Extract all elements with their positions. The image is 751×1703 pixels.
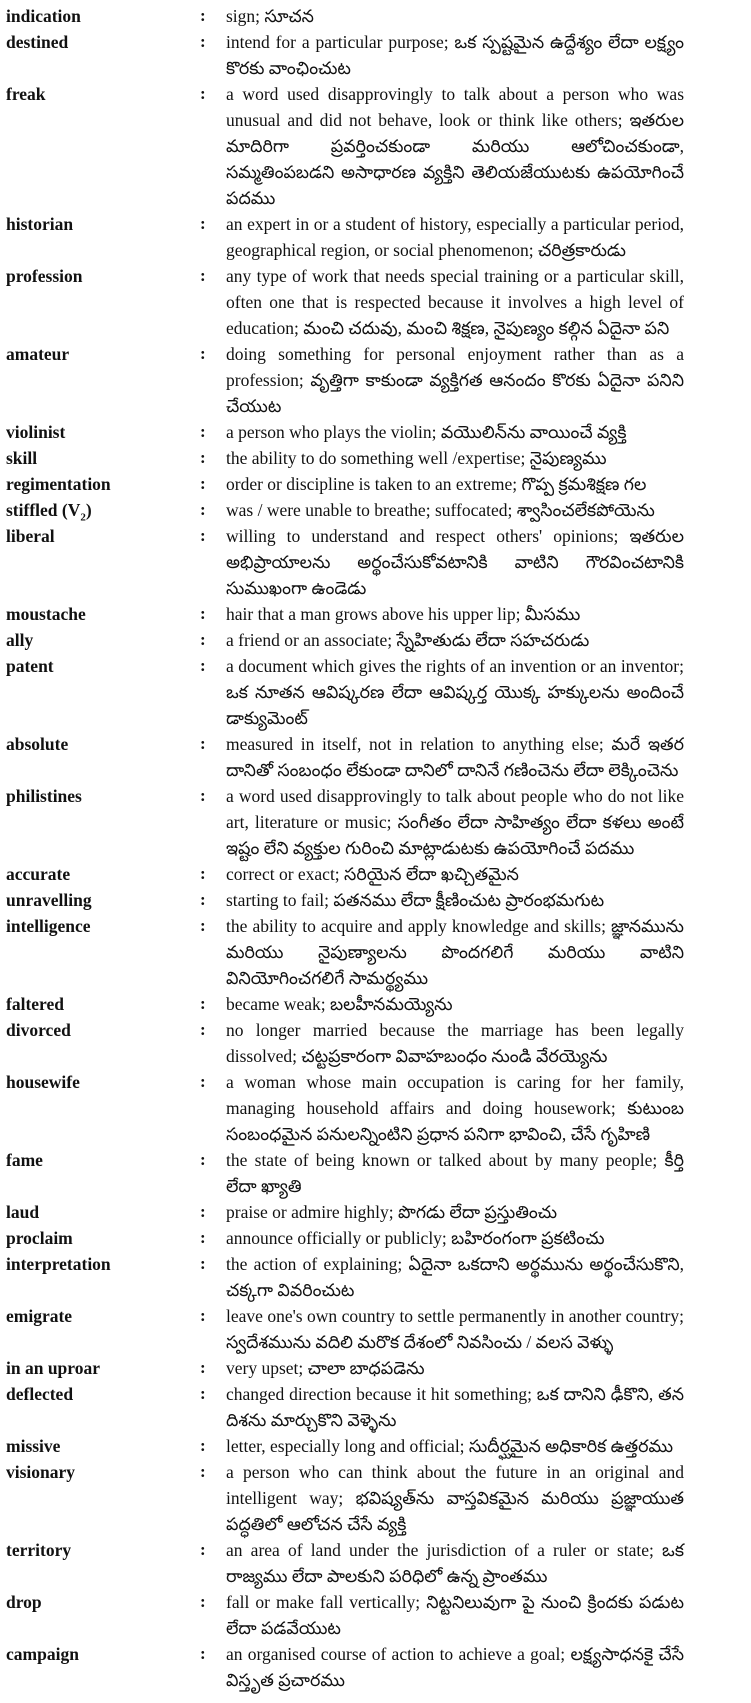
glossary-entry (0, 601, 751, 627)
glossary-entry (0, 861, 751, 887)
glossary-definition: a word used disapprovingly to talk about people who do not like art, literature or music; సంగీతం లేదా సాహిత్యం లేదా కళలు అంటే ఇష్టం లేని వ్యక్తుల గురించి మాట్లాడుటకు ఉపయోగించే పదము (226, 786, 684, 858)
glossary-definition: any type of work that needs special training or a particular skill, often one that is respected because it involves a high level of education; మంచి చదువు, మంచి శిక్షణ, నైపుణ్యం కల్గిన ఏదైనా పని (226, 266, 684, 338)
glossary-definition: a document which gives the rights of an invention or an inventor; ఒక నూతన ఆవిష్కరణ లేదా ఆవిష్కర్త యొక్క హక్కులను అందించే డాక్యుమెంట్ (226, 656, 684, 728)
glossary-entry (0, 419, 751, 445)
glossary-term: fame (6, 1150, 43, 1170)
glossary-term: violinist (6, 422, 66, 442)
glossary-term: in an uproar (6, 1358, 101, 1378)
glossary-entry (0, 523, 751, 601)
separator: : (200, 1358, 206, 1377)
glossary-term: proclaim (6, 1228, 73, 1248)
glossary-term (0, 497, 198, 523)
separator: : (200, 448, 206, 467)
glossary-term: skill (6, 448, 38, 468)
glossary-term: divorced (6, 1020, 71, 1040)
glossary-entry (0, 1459, 751, 1537)
glossary-definition: intend for a particular purpose; ఒక స్పష్టమైన ఉద్దేశ్యం లేదా లక్ష్యం కొరకు వాంఛించుట (226, 32, 684, 78)
separator: : (200, 344, 206, 363)
separator: : (200, 1384, 206, 1403)
separator: : (200, 1462, 206, 1481)
glossary-definition: the action of explaining; ఏదైనా ఒకదాని అర్థమును అర్థంచేసుకొని, చక్కగా వివరించుట (226, 1254, 684, 1300)
glossary-entry (0, 263, 751, 341)
glossary-term: profession (6, 266, 83, 286)
glossary-definition: the ability to do something well /expertise; నైపుణ్యము (226, 448, 607, 468)
separator: : (200, 32, 206, 51)
glossary-definition: a person who plays the violin; వయొలిన్‌ను వాయించే వ్యక్తి (226, 422, 627, 442)
glossary-term: indication (6, 6, 81, 26)
separator: : (200, 266, 206, 285)
glossary-entry (0, 497, 751, 523)
glossary-entry (0, 471, 751, 497)
glossary-entry (0, 1303, 751, 1355)
glossary-entry (0, 783, 751, 861)
glossary-entry (0, 1147, 751, 1199)
separator: : (200, 526, 206, 545)
glossary-definition: the state of being known or talked about by many people; కీర్తి లేదా ఖ్యాతి (226, 1150, 684, 1196)
separator: : (200, 1202, 206, 1221)
separator: : (200, 422, 206, 441)
glossary-definition: sign; సూచన (226, 6, 314, 26)
glossary-entry (0, 991, 751, 1017)
separator: : (200, 84, 206, 103)
glossary-term: territory (6, 1540, 72, 1560)
glossary-entry (0, 29, 751, 81)
glossary-definition: letter, especially long and official; సుదీర్ఘమైన అధికారిక ఉత్తరము (226, 1436, 674, 1456)
glossary-definition: an area of land under the jurisdiction of a ruler or state; ఒక రాజ్యము లేదా పాలకుని పరిధిలో ఉన్న ప్రాంతము (226, 1540, 684, 1586)
separator: : (200, 1592, 206, 1611)
glossary-entry (0, 731, 751, 783)
separator: : (200, 994, 206, 1013)
glossary-definition: willing to understand and respect others' opinions; ఇతరుల అభిప్రాయాలను అర్థంచేసుకోవటానికి వాటిని గౌరవించటానికి సుముఖంగా ఉండెడు (226, 526, 684, 598)
separator: : (200, 1254, 206, 1273)
glossary-entry (0, 1433, 751, 1459)
glossary-term: campaign (6, 1644, 79, 1664)
glossary-term: philistines (6, 786, 82, 806)
glossary-entry (0, 627, 751, 653)
glossary-definition: fall or make fall vertically; నిట్టనిలువుగా పై నుంచి క్రిందకు పడుట లేదా పడవేయుట (226, 1592, 684, 1638)
separator: : (200, 890, 206, 909)
glossary-term: absolute (6, 734, 69, 754)
glossary-definition: no longer married because the marriage has been legally dissolved; చట్టప్రకారంగా వివాహబంధం నుండి వేరయ్యెను (226, 1020, 684, 1066)
glossary-term: destined (6, 32, 69, 52)
glossary-entry (0, 211, 751, 263)
glossary-definition: praise or admire highly; పొగడు లేదా ప్రస్తుతించు (226, 1202, 558, 1222)
glossary-entry (0, 1355, 751, 1381)
glossary-definition: hair that a man grows above his upper lip; మీసము (226, 604, 581, 624)
glossary-entry (0, 445, 751, 471)
separator: : (200, 1150, 206, 1169)
glossary-entry (0, 1381, 751, 1433)
glossary-definition: order or discipline is taken to an extreme; గొప్ప క్రమశిక్షణ గల (226, 474, 647, 494)
glossary-entry (0, 1251, 751, 1303)
glossary-entry (0, 1199, 751, 1225)
glossary-term: accurate (6, 864, 71, 884)
glossary-entry (0, 653, 751, 731)
glossary-entry (0, 1589, 751, 1641)
glossary-definition: a word used disapprovingly to talk about a person who was unusual and did not behave, look or think like others; ఇతరుల మాదిరిగా ప్రవర్తించకుండా మరియు ఆలోచించకుండా, సమ్మతింపబడని అసాధారణ వ్యక్తిని తెలియజేయుటకు ఉపయోగించే పదము (226, 84, 684, 208)
glossary-term: regimentation (6, 474, 111, 494)
term-subscript: 2 (80, 511, 86, 524)
glossary-definition: changed direction because it hit something; ఒక దానిని ఢీకొని, తన దిశను మార్చుకొని వెళ్ళెను (226, 1384, 684, 1430)
term-text: stiffled (V (6, 500, 81, 520)
glossary-term: laud (6, 1202, 40, 1222)
term-end: ) (85, 500, 92, 520)
glossary-term: intelligence (6, 916, 91, 936)
separator: : (200, 1644, 206, 1663)
separator: : (200, 1020, 206, 1039)
separator: : (200, 786, 206, 805)
glossary-term: patent (6, 656, 54, 676)
glossary-term: deflected (6, 1384, 74, 1404)
separator: : (200, 656, 206, 675)
glossary-definition: measured in itself, not in relation to anything else; మరే ఇతర దానితో సంబంధం లేకుండా దానిలో దానినే గణించెను లేదా లెక్కించెను (226, 734, 684, 780)
separator: : (200, 1436, 206, 1455)
glossary-entry (0, 887, 751, 913)
glossary-term: visionary (6, 1462, 76, 1482)
glossary-list (0, 3, 751, 1693)
glossary-term: moustache (6, 604, 86, 624)
glossary-definition: leave one's own country to settle permanently in another country; స్వదేశమును వదిలి మరొక దేశంలో నివసించు / వలస వెళ్ళు (226, 1306, 684, 1352)
glossary-entry (0, 913, 751, 991)
separator: : (200, 1540, 206, 1559)
glossary-term: amateur (6, 344, 70, 364)
separator: : (200, 474, 206, 493)
glossary-term: ally (6, 630, 34, 650)
glossary-definition: became weak; బలహీనమయ్యెను (226, 994, 453, 1014)
separator: : (200, 214, 206, 233)
separator: : (200, 864, 206, 883)
glossary-definition: an expert in or a student of history, especially a particular period, geographical region, or social phenomenon; చరిత్రకారుడు (226, 214, 684, 260)
glossary-entry (0, 3, 751, 29)
glossary-term: emigrate (6, 1306, 73, 1326)
separator: : (200, 604, 206, 623)
separator: : (200, 500, 206, 519)
glossary-definition: a friend or an associate; స్నేహితుడు లేదా సహచరుడు (226, 630, 590, 650)
glossary-definition: was / were unable to breathe; suffocated; శ్వాసించలేకపోయెను (226, 500, 655, 520)
separator: : (200, 1072, 206, 1091)
glossary-definition: the ability to acquire and apply knowledge and skills; జ్ఞానమును మరియు నైపుణ్యాలను పొందగలిగే మరియు వాటిని వినియోగించగలిగే సామర్థ్యము (226, 916, 684, 988)
glossary-entry (0, 1537, 751, 1589)
glossary-entry (0, 1641, 751, 1693)
glossary-definition: an organised course of action to achieve a goal; లక్ష్యసాధనకై చేసే విస్తృత ప్రచారము (226, 1644, 684, 1690)
glossary-term: faltered (6, 994, 64, 1014)
separator: : (200, 630, 206, 649)
separator: : (200, 916, 206, 935)
glossary-term: liberal (6, 526, 55, 546)
glossary-entry (0, 1225, 751, 1251)
glossary-term: missive (6, 1436, 61, 1456)
glossary-definition: correct or exact; సరియైన లేదా ఖచ్చితమైన (226, 864, 519, 884)
glossary-definition: a person who can think about the future in an original and intelligent way; భవిష్యత్‌ను వాస్తవికమైన మరియు ప్రజ్ఞాయుత పద్ధతిలో ఆలోచన చేసే వ్యక్తి (226, 1462, 684, 1534)
glossary-definition: a woman whose main occupation is caring for her family, managing household affairs and doing housework; కుటుంబ సంబంధమైన పనులన్నింటిని ప్రధాన పనిగా భావించి, చేసే గృహిణి (226, 1072, 684, 1144)
glossary-entry (0, 1017, 751, 1069)
glossary-entry (0, 81, 751, 211)
separator: : (200, 6, 206, 25)
glossary-term: housewife (6, 1072, 80, 1092)
glossary-definition: starting to fail; పతనము లేదా క్షీణించుట ప్రారంభమగుట (226, 890, 605, 910)
glossary-term: freak (6, 84, 46, 104)
glossary-definition: doing something for personal enjoyment rather than as a profession; వృత్తిగా కాకుండా వ్యక్తిగత ఆనందం కొరకు ఏదైనా పనిని చేయుట (226, 344, 684, 416)
separator: : (200, 1228, 206, 1247)
glossary-definition: announce officially or publicly; బహిరంగంగా ప్రకటించు (226, 1228, 605, 1248)
glossary-term: interpretation (6, 1254, 111, 1274)
glossary-entry (0, 1069, 751, 1147)
separator: : (200, 734, 206, 753)
separator: : (200, 1306, 206, 1325)
glossary-definition: very upset; చాలా బాధపడెను (226, 1358, 425, 1378)
glossary-term: drop (6, 1592, 42, 1612)
glossary-term: unravelling (6, 890, 92, 910)
glossary-entry (0, 341, 751, 419)
glossary-term: historian (6, 214, 74, 234)
